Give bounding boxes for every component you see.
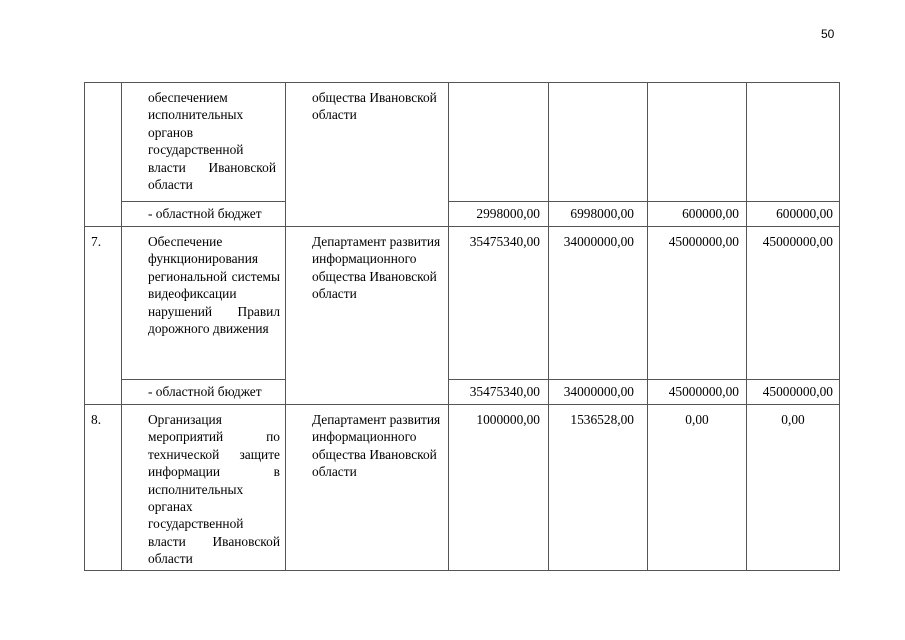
value-cell: 34000000,00: [549, 227, 648, 380]
value-cell: 34000000,00: [549, 380, 648, 405]
value-cell: 600000,00: [648, 202, 747, 227]
value-cell: 6998000,00: [549, 202, 648, 227]
value-cell: 45000000,00: [648, 227, 747, 380]
measure-name-text: Организация мероприятий по технической защите информации в исполнительных органах государственной власти Ивановской области: [148, 412, 280, 567]
table-row: [85, 83, 840, 202]
value-cell: 2998000,00: [449, 202, 549, 227]
value-cell: 600000,00: [747, 202, 840, 227]
value-cell: 45000000,00: [747, 380, 840, 405]
responsible-org-text: Департамент развития информационного общества Ивановской области: [312, 412, 441, 480]
responsible-org-text: Департамент развития информационного общества Ивановской области: [312, 234, 441, 302]
table-subrow: [85, 380, 840, 405]
value-cell: 0,00: [648, 405, 747, 571]
page-number: 50: [821, 27, 835, 41]
row-number: [85, 83, 122, 227]
value-cell: [648, 83, 747, 202]
budget-source-label: - областной бюджет: [122, 202, 286, 227]
row-number: 8.: [85, 405, 122, 571]
measure-name-text: обеспечением исполнительных органов государственной власти Ивановской области: [148, 90, 276, 193]
responsible-org-text: общества Ивановской области: [312, 90, 437, 123]
table-row: [85, 227, 840, 380]
responsible-org: [286, 405, 449, 571]
value-cell: 45000000,00: [648, 380, 747, 405]
measure-name-text: Обеспечение функционирования региональной системы видеофиксации нарушений Правил дорожного движения: [148, 234, 280, 337]
value-cell: 1000000,00: [449, 405, 549, 571]
table-subrow: [85, 202, 840, 227]
measure-name: [122, 405, 286, 571]
value-cell: [549, 83, 648, 202]
table-row: [85, 405, 840, 571]
value-cell: [747, 83, 840, 202]
value-cell: 45000000,00: [747, 227, 840, 380]
measure-name: [122, 227, 286, 380]
responsible-org: [286, 227, 449, 405]
budget-table: [84, 82, 840, 571]
responsible-org: [286, 83, 449, 227]
value-cell: 1536528,00: [549, 405, 648, 571]
measure-name: [122, 83, 286, 202]
budget-source-label: - областной бюджет: [122, 380, 286, 405]
value-cell: [449, 83, 549, 202]
value-cell: 0,00: [747, 405, 840, 571]
value-cell: 35475340,00: [449, 227, 549, 380]
row-number: 7.: [85, 227, 122, 405]
value-cell: 35475340,00: [449, 380, 549, 405]
